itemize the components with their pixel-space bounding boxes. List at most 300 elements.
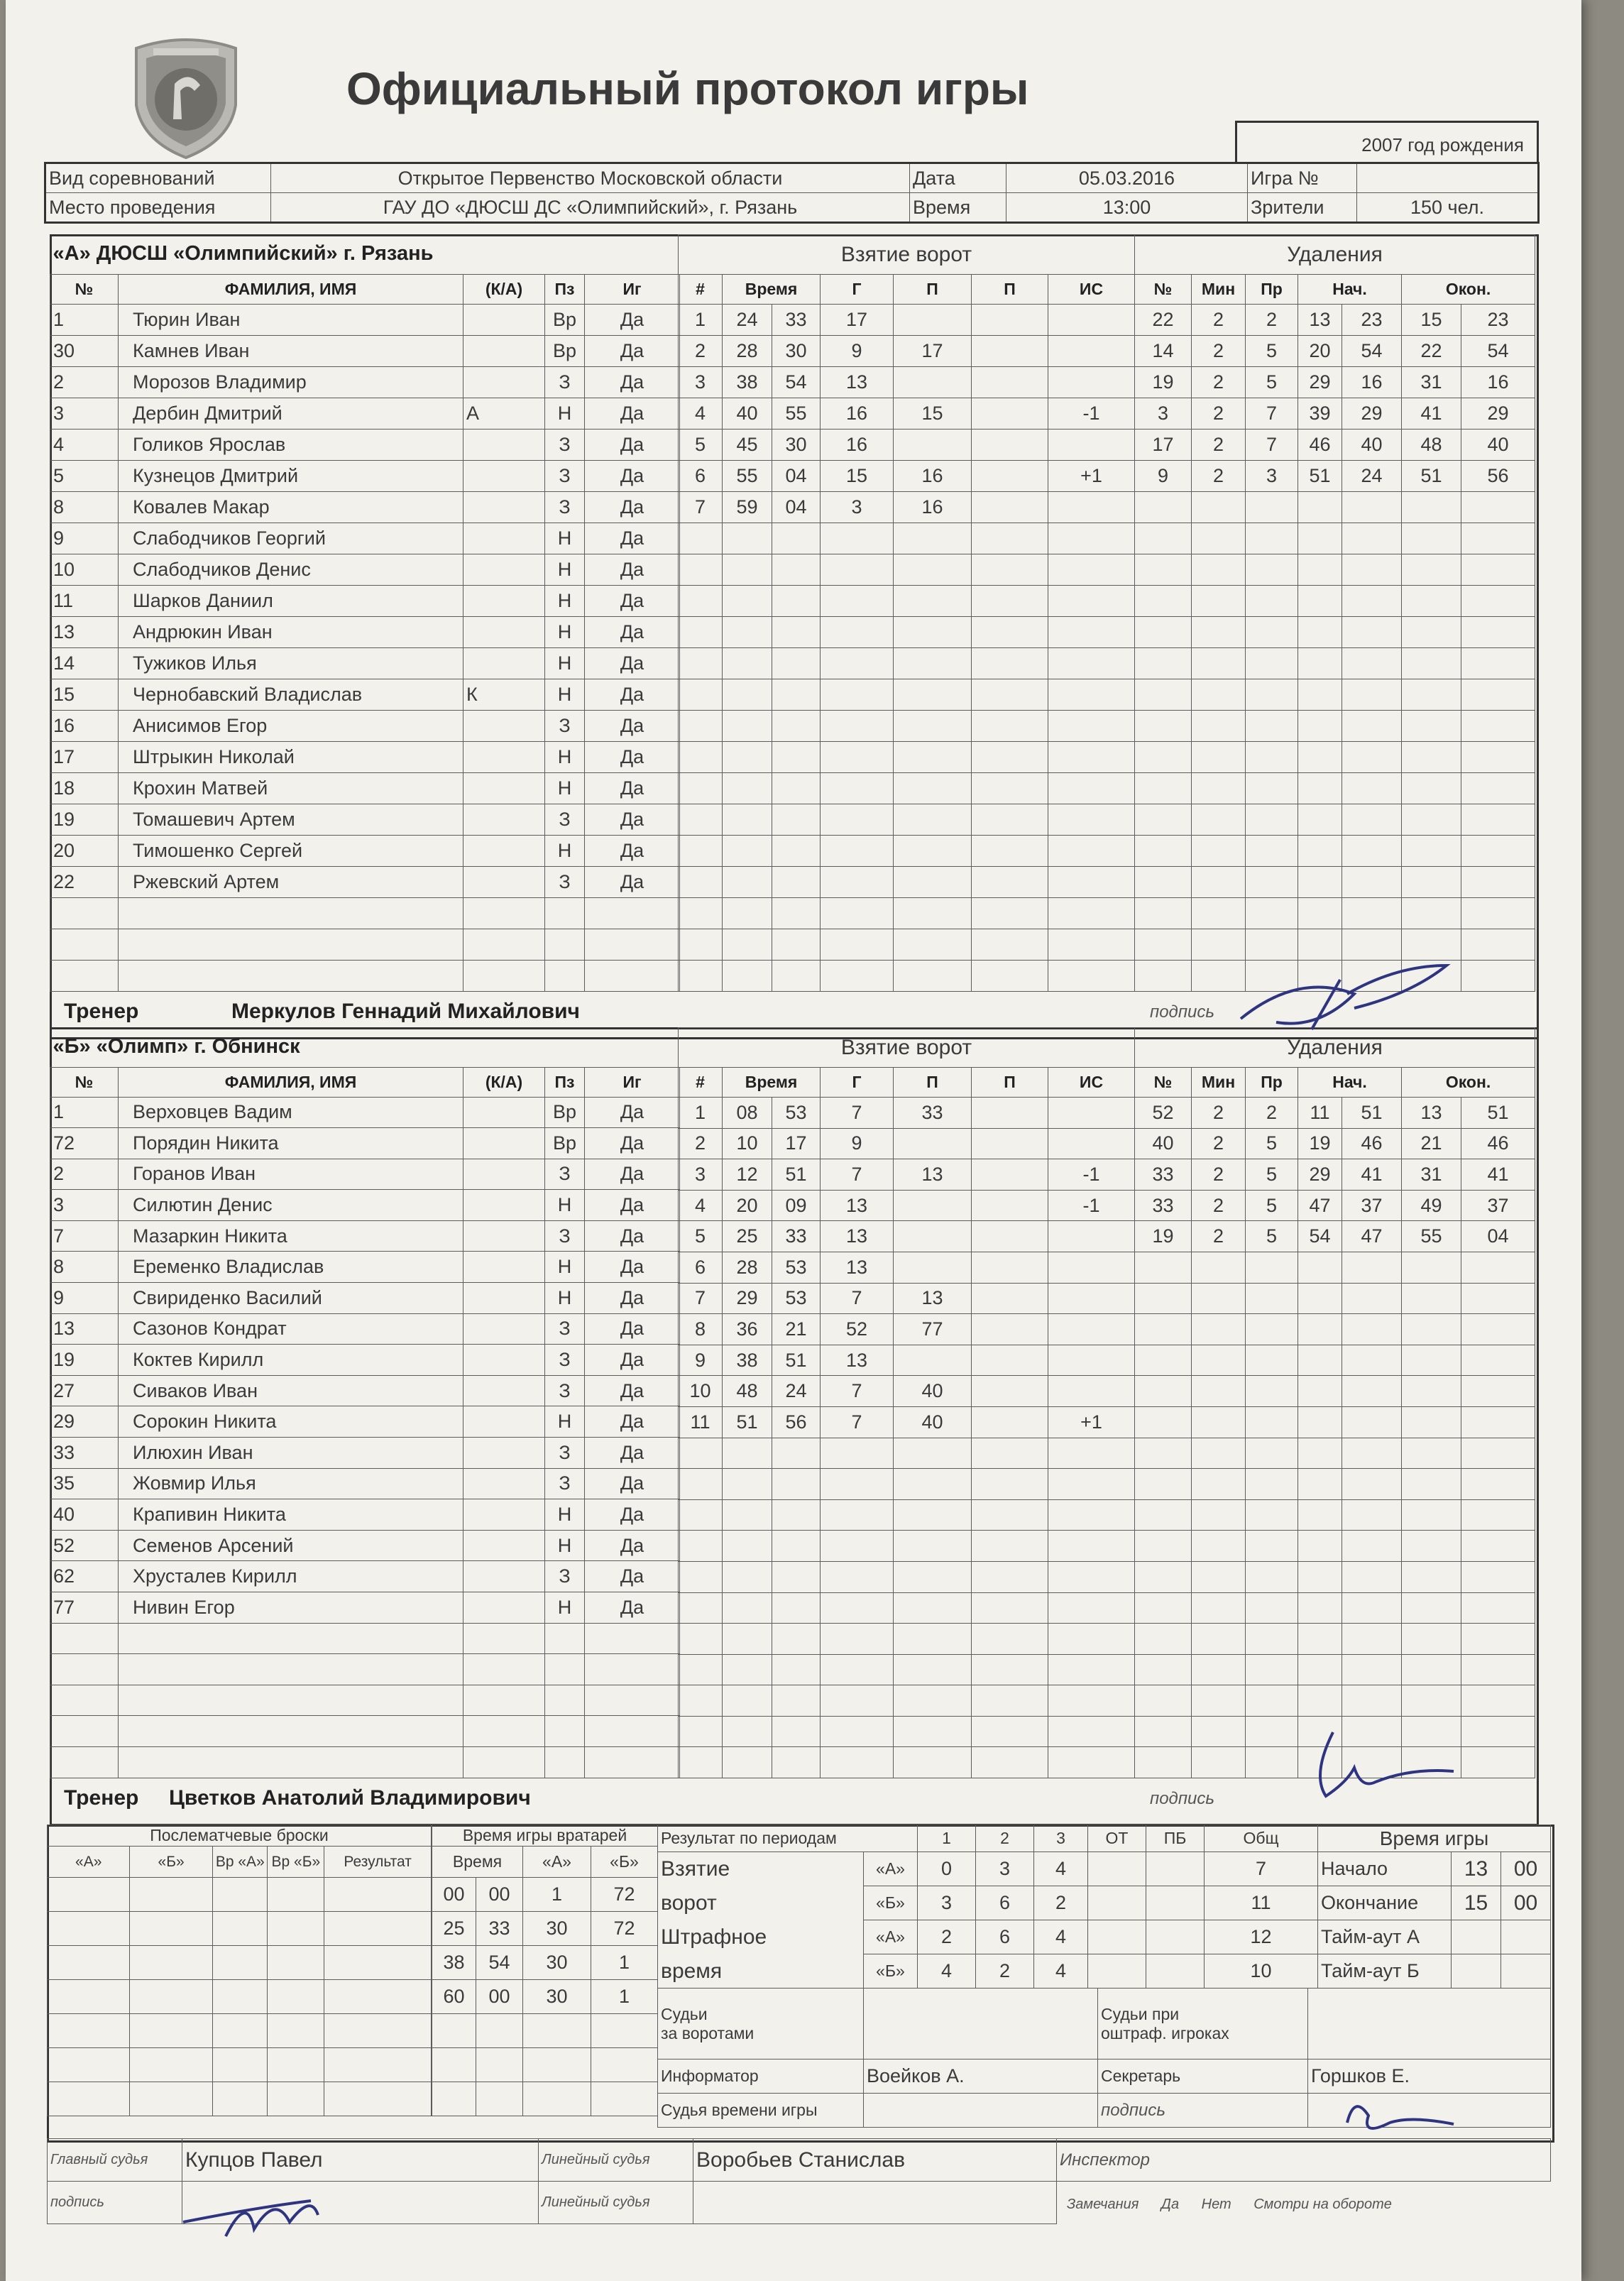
player-number: 13 [50,616,119,647]
player-role [463,554,545,585]
place-value: ГАУ ДО «ДЮСШ ДС «Олимпийский», г. Рязань [271,193,910,223]
goal-number [679,836,723,867]
goal-situation [1048,1716,1135,1747]
goal-assist-2 [972,367,1048,398]
player-name: Нивин Егор [119,1592,463,1624]
penalty-player [1135,617,1192,648]
goal-minute [723,867,772,898]
roster-row [50,741,680,772]
goal-number [679,929,723,961]
roster-row [50,1592,680,1624]
penalty-end-sec: 54 [1461,336,1535,367]
penalty-reason [1246,1716,1298,1747]
penalty-player: 33 [1135,1190,1192,1221]
coach-label: Тренер [64,1000,139,1023]
penalty-row [1135,398,1535,430]
roster-row [50,772,680,804]
game-time-minute: 00 [1501,1852,1551,1886]
penalty-start-sec [1342,1345,1402,1376]
player-name: Верховцев Вадим [119,1097,463,1128]
penalty-end-sec [1461,867,1535,898]
roster-row [50,366,680,398]
goal-assist-2 [972,1314,1048,1345]
player-role [463,1345,545,1376]
player-role [463,1468,545,1499]
goal-number [679,1438,723,1469]
penalty-minutes [1192,1345,1246,1376]
result-cell: 6 [976,1886,1034,1920]
penalty-minutes [1192,1624,1246,1655]
player-role: К [463,679,545,710]
player-played: Да [585,866,680,897]
penalty-start-sec [1342,554,1402,586]
goal-number [679,1561,723,1592]
goal-scorer: 17 [821,305,894,336]
penalty-start-min: 20 [1298,336,1342,367]
penalty-player [1135,1624,1192,1655]
result-cell [1088,1886,1146,1920]
player-played: Да [585,1561,680,1592]
player-played: Да [585,1530,680,1561]
goal-situation [1048,1376,1135,1407]
goal-scorer: 16 [821,398,894,430]
roster-row [50,960,680,991]
goal-number: 3 [679,1159,723,1191]
goal-scorer [821,773,894,804]
penalty-end-min [1402,1531,1461,1562]
goal-assist-1: 40 [894,1376,972,1407]
player-role [463,1716,545,1747]
pen-header-min: Мин [1192,1068,1246,1098]
player-number [50,897,119,929]
player-position: З [545,1220,585,1252]
penalty-end-sec [1461,1283,1535,1314]
teamA-goals-table [678,234,1135,992]
goal-row [679,1190,1135,1221]
player-played: Да [585,835,680,866]
roster-row [50,460,680,491]
penalty-end-sec: 37 [1461,1190,1535,1221]
coach-name: Меркулов Геннадий Михайлович [231,1000,580,1023]
penalty-reason [1246,898,1298,929]
protocol-sheet [6,0,1581,2281]
penalty-end-sec [1461,1592,1535,1624]
penalty-end-sec: 23 [1461,305,1535,336]
player-number [50,1716,119,1747]
goal-number [679,867,723,898]
roster-header-num: № [50,274,119,304]
goal-scorer [821,1685,894,1717]
goal-minute: 48 [723,1376,772,1407]
penalty-start-sec [1342,836,1402,867]
penalty-start-min [1298,1314,1342,1345]
penalty-end-min [1402,648,1461,679]
player-name: Слабодчиков Денис [119,554,463,585]
coach-b-signature [1297,1718,1482,1803]
goal-scorer [821,711,894,742]
goal-minute: 36 [723,1314,772,1345]
result-cell: 4 [1034,1852,1088,1886]
player-played [585,1746,680,1778]
penalty-row [1135,492,1535,523]
roster-row [50,1561,680,1592]
player-name: Анисимов Егор [119,710,463,741]
penalty-start-min [1298,742,1342,773]
penalty-end-min [1402,554,1461,586]
roster-header-pz: Пз [545,1067,585,1097]
goal-assist-2 [972,1438,1048,1469]
player-name: Кузнецов Дмитрий [119,460,463,491]
player-played: Да [585,523,680,554]
roster-row [50,1438,680,1469]
player-number: 4 [50,429,119,460]
penalty-reason: 5 [1246,1128,1298,1159]
shootout-cell [212,2048,268,2082]
goal-scorer [821,867,894,898]
shootout-col: Вр «А» [212,1847,268,1878]
goal-minute: 59 [723,492,772,523]
penalty-start-min [1298,1345,1342,1376]
player-role [463,523,545,554]
player-played: Да [585,1375,680,1406]
goalie-time-cell: 25 [432,1912,476,1946]
penalty-minutes: 2 [1192,305,1246,336]
player-name: Камнев Иван [119,335,463,366]
goal-row [679,1283,1135,1314]
goal-minute: 40 [723,398,772,430]
penalty-end-min [1402,679,1461,711]
player-number: 1 [50,304,119,335]
goal-second: 21 [772,1314,821,1345]
goal-assist-1 [894,804,972,836]
player-role [463,335,545,366]
player-played: Да [585,1220,680,1252]
penalty-end-min [1402,1469,1461,1500]
roster-row [50,897,680,929]
penalty-player [1135,1345,1192,1376]
goal-assist-1 [894,711,972,742]
roster-row [50,1190,680,1221]
penalty-player [1135,1561,1192,1592]
penalty-row [1135,1406,1535,1438]
penalty-start-min: 46 [1298,430,1342,461]
timekeeper-label: Судья времени игры [658,2094,864,2128]
goal-situation: +1 [1048,461,1135,492]
penalty-reason [1246,1624,1298,1655]
goal-assist-1: 13 [894,1283,972,1314]
goal-assist-1 [894,836,972,867]
goal-assist-1 [894,305,972,336]
roster-row [50,523,680,554]
result-cell [1146,1886,1205,1920]
goal-number [679,648,723,679]
penalty-end-min [1402,804,1461,836]
goal-second [772,1685,821,1717]
goal-second: 24 [772,1376,821,1407]
penalty-minutes [1192,742,1246,773]
goal-number: 4 [679,1190,723,1221]
player-number: 3 [50,1190,119,1221]
goal-assist-2 [972,1469,1048,1500]
goal-row [679,1376,1135,1407]
player-name: Шарков Даниил [119,585,463,616]
informer-value: Воейков А. [864,2060,1098,2094]
goal-assist-2 [972,836,1048,867]
goal-second [772,929,821,961]
goalie-time-cell [523,2014,591,2048]
shootout-cell [48,1946,130,1980]
penalty-start-min [1298,1469,1342,1500]
penalty-end-sec [1461,898,1535,929]
player-number: 17 [50,741,119,772]
shootout-cell [324,2014,432,2048]
goal-situation [1048,367,1135,398]
teamA-penalties-table [1134,234,1535,992]
penalty-reason [1246,1252,1298,1283]
player-position: З [545,429,585,460]
goal-assist-1 [894,586,972,617]
age-group-box [1235,121,1539,164]
result-cell: 0 [918,1852,976,1886]
penalty-start-sec [1342,1531,1402,1562]
player-name: Тюрин Иван [119,304,463,335]
goal-situation [1048,929,1135,961]
result-cell: 10 [1205,1954,1318,1989]
penalty-end-sec: 51 [1461,1098,1535,1129]
player-name: Ржевский Артем [119,866,463,897]
pen-header-end: Окон. [1402,1068,1535,1098]
goal-row [679,336,1135,367]
goal-situation [1048,773,1135,804]
penalty-player [1135,1716,1192,1747]
goal-assist-1 [894,867,972,898]
goalie-time-cell: 00 [476,1878,523,1912]
player-name: Тимошенко Сергей [119,835,463,866]
shootout-cell [324,1980,432,2014]
goal-number: 10 [679,1376,723,1407]
penalty-reason [1246,1406,1298,1438]
penalty-player [1135,1531,1192,1562]
penalty-end-min [1402,1314,1461,1345]
result-cell: 4 [1034,1920,1088,1954]
penalty-row [1135,305,1535,336]
penalty-row [1135,461,1535,492]
result-team-tag: «А» [864,1852,918,1886]
goal-row [679,1654,1135,1685]
penalty-player: 52 [1135,1098,1192,1129]
penalty-start-min [1298,836,1342,867]
penalty-reason: 2 [1246,1098,1298,1129]
penalty-start-sec [1342,523,1402,554]
goal-situation [1048,1561,1135,1592]
goalie-time-cell: 1 [523,1878,591,1912]
goal-number: 6 [679,1252,723,1283]
goal-row [679,1252,1135,1283]
goal-assist-2 [972,929,1048,961]
roster-header-ka: (К/А) [463,1067,545,1097]
penalty-player [1135,492,1192,523]
goal-scorer: 7 [821,1283,894,1314]
goal-minute [723,742,772,773]
goal-second: 17 [772,1128,821,1159]
goals-header-is: ИС [1048,275,1135,305]
penalty-end-sec [1461,1438,1535,1469]
penalty-reason [1246,1499,1298,1531]
penalty-reason [1246,773,1298,804]
penalty-end-min: 55 [1402,1221,1461,1252]
result-team-tag: «А» [864,1920,918,1954]
goal-second [772,898,821,929]
shootout-cell [268,2014,324,2048]
penalty-row [1135,1592,1535,1624]
goal-second: 54 [772,367,821,398]
goal-scorer: 13 [821,1345,894,1376]
penalty-row [1135,1531,1535,1562]
roster-row [50,1313,680,1345]
goal-scorer [821,1592,894,1624]
penalty-reason: 5 [1246,1190,1298,1221]
penalty-end-sec: 46 [1461,1128,1535,1159]
penalty-end-min: 49 [1402,1190,1461,1221]
player-position: Н [545,616,585,647]
player-role [463,429,545,460]
roster-header-ig: Иг [585,274,680,304]
player-position: З [545,1468,585,1499]
penalty-minutes: 2 [1192,1128,1246,1159]
player-name [119,1685,463,1716]
goal-number [679,1685,723,1717]
goal-situation [1048,1221,1135,1252]
goal-situation [1048,648,1135,679]
player-played [585,960,680,991]
goal-minute [723,898,772,929]
goal-scorer: 9 [821,336,894,367]
penalty-row [1135,1469,1535,1500]
date-value: 05.03.2016 [1006,163,1248,193]
penalty-end-sec [1461,961,1535,992]
penalty-reason [1246,1592,1298,1624]
penalty-row [1135,1345,1535,1376]
player-name: Хрусталев Кирилл [119,1561,463,1592]
penalty-minutes [1192,1561,1246,1592]
player-number: 9 [50,523,119,554]
goal-second: 04 [772,492,821,523]
shootout-cell [268,1980,324,2014]
penalty-end-min [1402,1624,1461,1655]
goal-assist-1 [894,1716,972,1747]
goal-situation [1048,1283,1135,1314]
player-name: Чернобавский Владислав [119,679,463,710]
player-role [463,585,545,616]
goal-scorer: 7 [821,1159,894,1191]
penalty-minutes: 2 [1192,336,1246,367]
penalty-row [1135,336,1535,367]
penalty-player: 40 [1135,1128,1192,1159]
penalty-start-sec: 46 [1342,1128,1402,1159]
penalties-title: Удаления [1135,235,1535,275]
player-number [50,929,119,960]
penalty-player: 19 [1135,367,1192,398]
goal-row [679,1469,1135,1500]
player-number: 3 [50,398,119,429]
goals-header-num: # [679,1068,723,1098]
goalie-col-a: «А» [523,1847,591,1878]
shootout-cell [324,1878,432,1912]
result-cell [1088,1852,1146,1886]
penalty-reason [1246,1561,1298,1592]
penalty-player [1135,586,1192,617]
shootout-cell [48,2014,130,2048]
goal-number [679,1716,723,1747]
roster-row [50,679,680,710]
goal-judges-value [864,1989,1098,2060]
goal-minute [723,929,772,961]
shootout-cell [268,2082,324,2116]
penalty-minutes [1192,1283,1246,1314]
penalty-minutes [1192,1747,1246,1778]
penalty-start-sec: 54 [1342,336,1402,367]
goal-number [679,961,723,992]
player-position: Н [545,741,585,772]
goal-number [679,1499,723,1531]
penalty-end-sec [1461,523,1535,554]
player-role [463,772,545,804]
goal-situation [1048,742,1135,773]
penalty-minutes [1192,1592,1246,1624]
goal-minute: 08 [723,1098,772,1129]
penalty-row [1135,1314,1535,1345]
goal-situation [1048,554,1135,586]
penalty-start-min [1298,1499,1342,1531]
penalty-start-sec [1342,867,1402,898]
penalty-player [1135,1685,1192,1717]
goal-assist-2 [972,961,1048,992]
goal-second [772,711,821,742]
player-name [119,1654,463,1685]
goal-second [772,1469,821,1500]
roster-row [50,554,680,585]
goal-second: 53 [772,1098,821,1129]
goal-minute [723,648,772,679]
goal-assist-2 [972,773,1048,804]
penalty-reason [1246,1345,1298,1376]
goal-second [772,742,821,773]
player-position: Н [545,398,585,429]
goal-row [679,867,1135,898]
goal-minute [723,804,772,836]
goal-number [679,1624,723,1655]
goal-scorer [821,648,894,679]
goal-assist-2 [972,1561,1048,1592]
penalty-end-sec: 56 [1461,461,1535,492]
penalty-start-sec: 23 [1342,305,1402,336]
period-col: ОТ [1088,1825,1146,1852]
player-name: Силютин Денис [119,1190,463,1221]
goal-assist-2 [972,1654,1048,1685]
player-position: Н [545,1283,585,1314]
goal-situation [1048,1314,1135,1345]
goalie-time-cell [591,2082,658,2116]
shootout-cell [324,1912,432,1946]
goal-assist-1 [894,1531,972,1562]
player-played: Да [585,1345,680,1376]
penalty-reason [1246,1469,1298,1500]
goal-scorer [821,523,894,554]
goals-title: Взятие ворот [679,235,1135,275]
coach-signature-label: подпись [1150,1002,1214,1022]
goal-assist-2 [972,586,1048,617]
goal-second [772,523,821,554]
